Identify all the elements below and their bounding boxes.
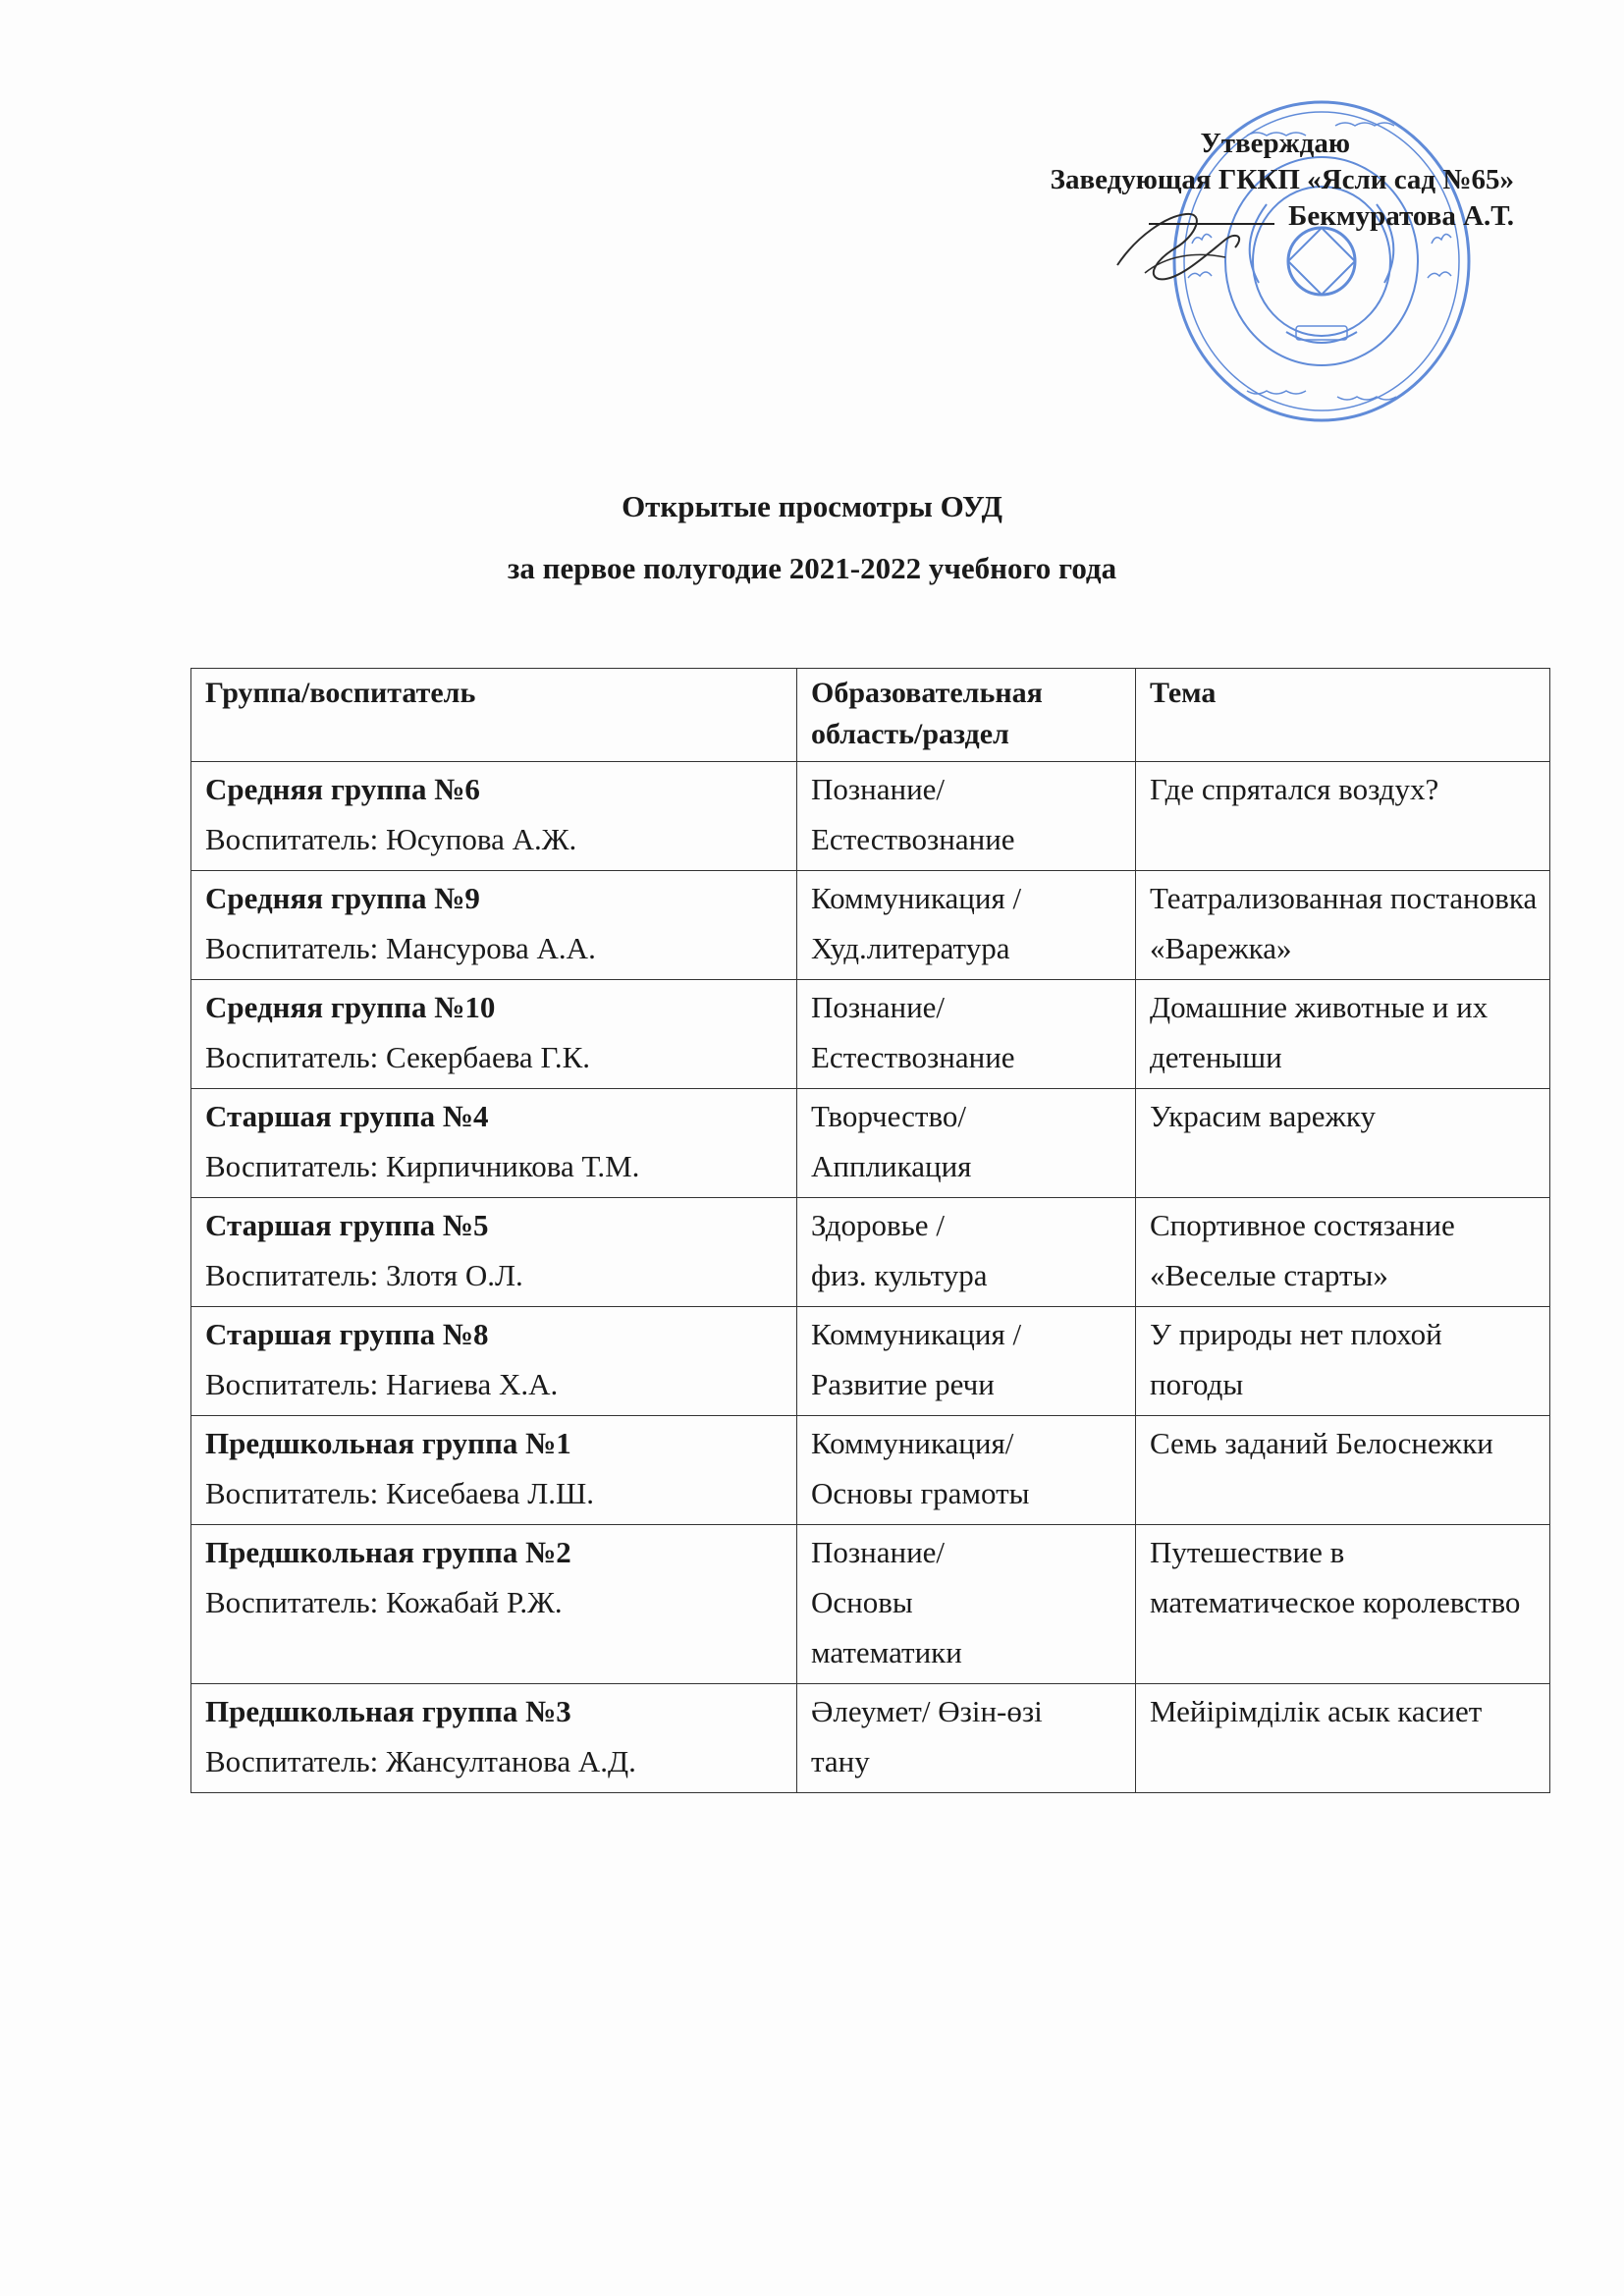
area-cell: [797, 1307, 1136, 1416]
topic-cell: Театрализованная постановка «Варежка»: [1136, 871, 1550, 980]
group-name: Средняя группа №9: [205, 881, 480, 915]
group-name: Предшкольная группа №2: [205, 1535, 571, 1569]
open-lessons-table: [190, 668, 1550, 1793]
table-row: [191, 1089, 1550, 1198]
area-line: Естествознание: [811, 822, 1015, 856]
group-cell: [191, 1525, 797, 1684]
group-cell: [191, 1684, 797, 1793]
topic-cell: Где спрятался воздух?: [1136, 762, 1550, 871]
signatory-name: Бекмуратова А.Т.: [1288, 200, 1514, 232]
area-cell: [797, 1198, 1136, 1307]
approval-signatory: [964, 198, 1514, 235]
group-name: Средняя группа №6: [205, 772, 480, 806]
area-line: Здоровье /: [811, 1208, 945, 1242]
area-line: Коммуникация/: [811, 1426, 1014, 1460]
group-name: Предшкольная группа №3: [205, 1694, 571, 1728]
topic-cell: Путешествие в математическое королевство: [1136, 1525, 1550, 1684]
area-line: Худ.литература: [811, 931, 1010, 965]
area-cell: [797, 1089, 1136, 1198]
area-cell: [797, 980, 1136, 1089]
document-subtitle: за первое полугодие 2021-2022 учебного года: [507, 551, 1117, 585]
area-line: Познание/: [811, 1535, 946, 1569]
area-line: Познание/: [811, 990, 946, 1024]
group-name: Старшая группа №8: [205, 1317, 489, 1351]
group-name: Средняя группа №10: [205, 990, 496, 1024]
area-line: Коммуникация /: [811, 1317, 1022, 1351]
group-cell: [191, 871, 797, 980]
area-line: Аппликация: [811, 1149, 972, 1183]
teacher-name: Воспитатель: Мансурова А.А.: [205, 931, 596, 965]
column-header-group: Группа/воспитатель: [191, 669, 797, 762]
area-line: Познание/: [811, 772, 946, 806]
teacher-name: Воспитатель: Злотя О.Л.: [205, 1258, 523, 1292]
teacher-name: Воспитатель: Нагиева Х.А.: [205, 1367, 559, 1401]
topic-cell: Спортивное состязание «Веселые старты»: [1136, 1198, 1550, 1307]
area-line: Основы грамоты: [811, 1476, 1030, 1510]
teacher-name: Воспитатель: Секербаева Г.К.: [205, 1040, 591, 1074]
group-cell: [191, 1307, 797, 1416]
area-line: физ. культура: [811, 1258, 988, 1292]
area-line: Развитие речи: [811, 1367, 995, 1401]
group-cell: [191, 1089, 797, 1198]
area-line: Әлеумет/ Өзін-өзі: [811, 1694, 1043, 1728]
area-cell: [797, 762, 1136, 871]
area-line: Естествознание: [811, 1040, 1015, 1074]
group-cell: [191, 980, 797, 1089]
document-title: Открытые просмотры ОУД: [622, 489, 1002, 523]
signature-line: [1149, 223, 1274, 225]
table-header-row: [191, 669, 1550, 762]
group-cell: [191, 1198, 797, 1307]
table-row: [191, 1307, 1550, 1416]
group-name: Старшая группа №4: [205, 1099, 489, 1133]
table-row: [191, 871, 1550, 980]
approval-heading: Утверждаю: [1200, 128, 1350, 159]
group-name: Предшкольная группа №1: [205, 1426, 571, 1460]
teacher-name: Воспитатель: Кожабай Р.Ж.: [205, 1585, 563, 1619]
topic-cell: Домашние животные и их детеныши: [1136, 980, 1550, 1089]
table-row: [191, 762, 1550, 871]
teacher-name: Воспитатель: Кирпичникова Т.М.: [205, 1149, 640, 1183]
column-header-area-text: Образовательная область/раздел: [811, 677, 1043, 750]
area-line: математики: [811, 1635, 962, 1669]
table-row: [191, 1198, 1550, 1307]
topic-cell: Мейірімділік асык касиет: [1136, 1684, 1550, 1793]
area-line: тану: [811, 1744, 870, 1778]
area-line: Творчество/: [811, 1099, 967, 1133]
column-header-topic: Тема: [1136, 669, 1550, 762]
area-cell: [797, 1525, 1136, 1684]
group-cell: [191, 1416, 797, 1525]
area-line: Коммуникация /: [811, 881, 1022, 915]
topic-cell: Украсим варежку: [1136, 1089, 1550, 1198]
topic-cell: У природы нет плохой погоды: [1136, 1307, 1550, 1416]
approval-position: Заведующая ГККП «Ясли сад №65»: [1050, 164, 1514, 195]
table-row: [191, 1416, 1550, 1525]
area-cell: [797, 1684, 1136, 1793]
group-name: Старшая группа №5: [205, 1208, 489, 1242]
column-header-area: [797, 669, 1136, 762]
teacher-name: Воспитатель: Юсупова А.Ж.: [205, 822, 577, 856]
table-row: [191, 1684, 1550, 1793]
area-line: Основы: [811, 1585, 913, 1619]
area-cell: [797, 871, 1136, 980]
group-cell: [191, 762, 797, 871]
table-row: [191, 1525, 1550, 1684]
teacher-name: Воспитатель: Кисебаева Л.Ш.: [205, 1476, 595, 1510]
teacher-name: Воспитатель: Жансултанова А.Д.: [205, 1744, 636, 1778]
table-row: [191, 980, 1550, 1089]
approval-block: [964, 126, 1514, 235]
area-cell: [797, 1416, 1136, 1525]
topic-cell: Семь заданий Белоснежки: [1136, 1416, 1550, 1525]
